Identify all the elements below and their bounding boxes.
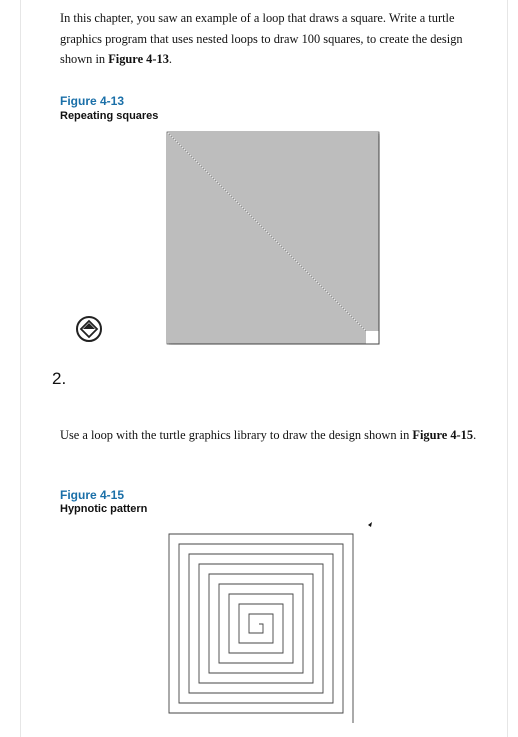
square-30 bbox=[225, 190, 379, 344]
square-58 bbox=[281, 246, 379, 344]
square-32 bbox=[229, 194, 379, 344]
square-90 bbox=[345, 310, 379, 344]
square-100 bbox=[365, 330, 379, 344]
exercise-1-text bbox=[60, 8, 480, 70]
square-62 bbox=[289, 254, 379, 344]
para1-figure-ref: Figure 4-13 bbox=[108, 52, 169, 66]
square-18 bbox=[201, 166, 379, 344]
figure-4-13-number: Figure 4-13 bbox=[60, 94, 125, 108]
exercise-2-text bbox=[60, 425, 480, 446]
square-98 bbox=[361, 326, 379, 344]
square-42 bbox=[249, 214, 379, 344]
spiral-path bbox=[169, 534, 353, 723]
square-50 bbox=[265, 230, 379, 344]
square-84 bbox=[333, 298, 379, 344]
square-4 bbox=[173, 138, 379, 344]
para2-text-a: Use a loop with the turtle graphics library to draw the design shown in bbox=[60, 428, 413, 442]
square-64 bbox=[293, 258, 379, 344]
list-number: 2. bbox=[52, 369, 67, 388]
square-82 bbox=[329, 294, 379, 344]
square-92 bbox=[349, 314, 379, 344]
square-76 bbox=[317, 282, 379, 344]
square-38 bbox=[241, 206, 379, 344]
figure-4-15-caption: Hypnotic pattern bbox=[60, 503, 148, 515]
square-36 bbox=[237, 202, 379, 344]
hypnotic-pattern-figure bbox=[162, 522, 374, 737]
figure-4-13-caption: Repeating squares bbox=[60, 110, 159, 122]
figure-4-15-number: Figure 4-15 bbox=[60, 488, 125, 502]
square-97 bbox=[359, 324, 379, 344]
square-72 bbox=[309, 274, 379, 344]
square-22 bbox=[209, 174, 379, 344]
repeating-squares-figure bbox=[166, 129, 381, 345]
square-52 bbox=[269, 234, 379, 344]
square-24 bbox=[213, 178, 379, 344]
hint-icon[interactable] bbox=[75, 315, 103, 343]
turtle-cursor-icon bbox=[368, 522, 372, 527]
square-96 bbox=[357, 322, 379, 344]
para2-figure-ref: Figure 4-15 bbox=[412, 428, 474, 442]
square-44 bbox=[253, 218, 379, 344]
square-16 bbox=[197, 162, 379, 344]
square-95 bbox=[355, 320, 379, 344]
para2-text-b: . bbox=[473, 428, 477, 442]
square-56 bbox=[277, 242, 379, 344]
para1-text-a: In this chapter, you saw an example of a loop that draws a square. Write a turtle graphics program that uses nested loops to draw 100 squares, to create the design shown in bbox=[60, 11, 463, 66]
page-border-right bbox=[507, 0, 508, 737]
square-99 bbox=[363, 328, 379, 344]
square-70 bbox=[305, 270, 379, 344]
page-border-left bbox=[20, 0, 21, 737]
para1-text-b: . bbox=[168, 52, 172, 66]
square-2 bbox=[169, 134, 379, 344]
square-10 bbox=[185, 150, 379, 344]
square-78 bbox=[321, 286, 379, 344]
square-12 bbox=[189, 154, 379, 344]
